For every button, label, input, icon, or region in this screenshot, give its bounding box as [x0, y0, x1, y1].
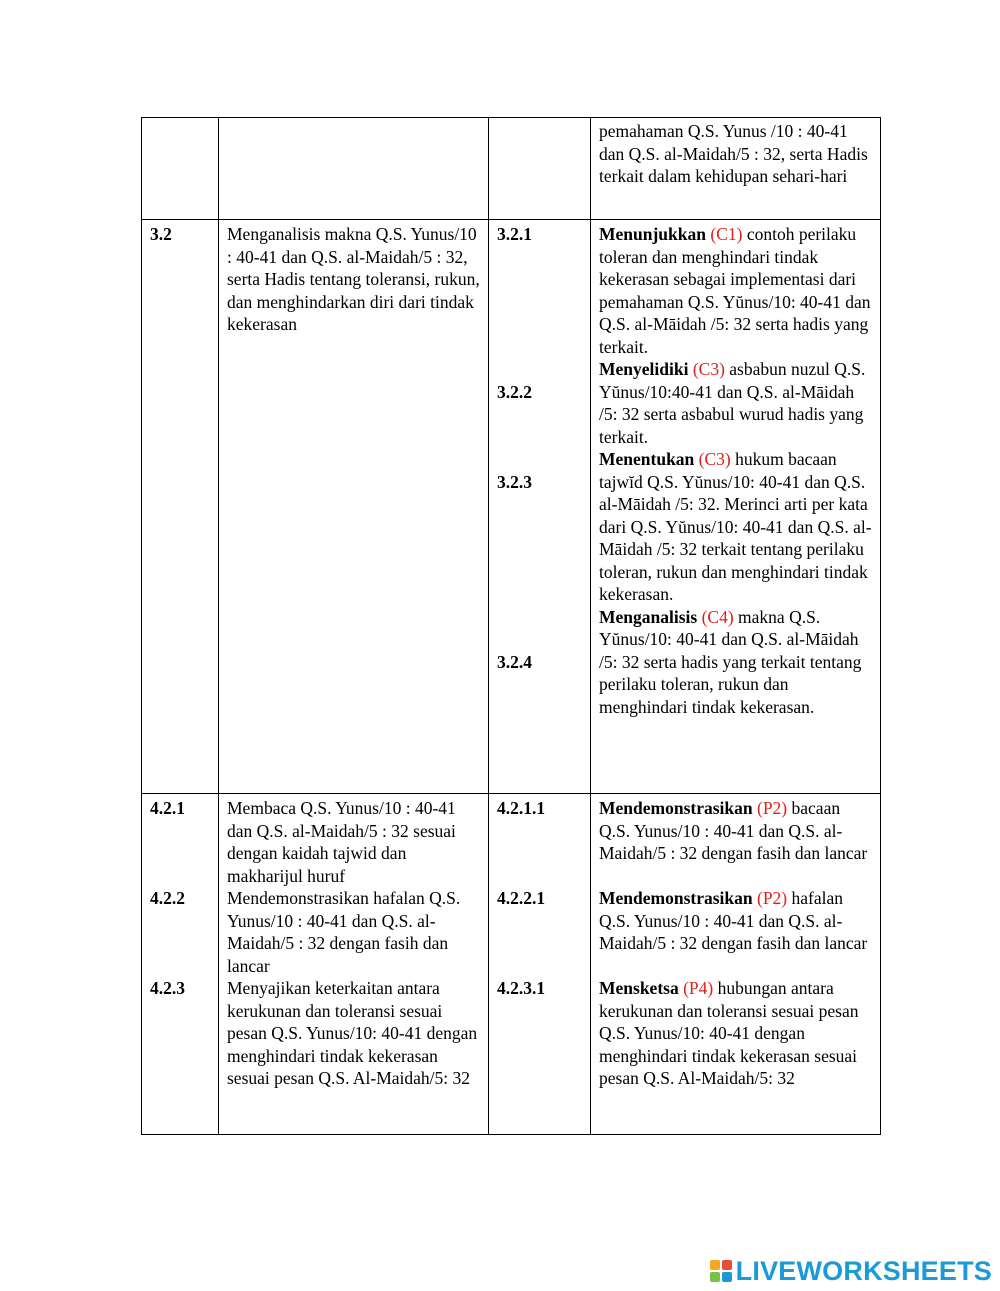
indicator-verb: Mendemonstrasikan: [599, 798, 753, 818]
indicator-text: pemahaman Q.S. Yunus /10 : 40-41 dan Q.S. al-Maidah/5 : 32, serta Hadis terkait dalam kehidupan sehari-hari: [599, 121, 868, 186]
indicator-text: asbabun nuzul Q.S. Yŭnus/10:40-41 dan Q.S. al-Māidah /5: 32 serta asbabul wurud hadis yang terkait.: [599, 359, 866, 447]
cognitive-level: (C3): [692, 359, 725, 379]
psychomotor-level: (P2): [757, 798, 788, 818]
kd-number-cell: [142, 118, 219, 220]
indicator-verb: Menyelidiki: [599, 359, 689, 379]
indicator-text: contoh perilaku toleran dan menghindari tindak kekerasan sebagai implementasi dari pemahaman Q.S. Yŭnus/10: 40-41 dan Q.S. al-Māidah /5: 32 serta hadis yang terkait.: [599, 224, 871, 357]
logo-square-red: [722, 1260, 732, 1270]
psychomotor-level: (P2): [757, 888, 788, 908]
indicator-text: bacaan Q.S. Yunus/10 : 40-41 dan Q.S. al-Maidah/5 : 32 dengan fasih dan lancar: [599, 798, 868, 863]
indicator-text: hukum bacaan tajwĭd Q.S. Yŭnus/10: 40-41 dan Q.S. al-Māidah /5: 32. Merinci arti per kata dari Q.S. Yŭnus/10: 40-41 dan Q.S. al-Māidah /5: 32 terkait tentang perilaku toleran, rukun dan menghindari tindak kekerasan.: [599, 449, 872, 604]
table-row: [142, 220, 881, 794]
indicator-item: [599, 887, 874, 977]
kd-text: Menganalisis makna Q.S. Yunus/10 : 40-41 dan Q.S. al-Maidah/5 : 32, serta Hadis tentang toleransi, rukun, dan menghindarkan diri dari tindak kekerasan: [227, 224, 480, 334]
logo-text: LIVEWORKSHEETS: [735, 1255, 992, 1286]
indicator-number: 4.2.2.1: [497, 888, 546, 908]
cognitive-level: (C4): [701, 606, 734, 627]
liveworksheets-logo: [710, 1254, 992, 1288]
kd-number: 4.2.3: [150, 978, 185, 998]
indicator-text: hafalan Q.S. Yunus/10 : 40-41 dan Q.S. al-Maidah/5 : 32 dengan fasih dan lancar: [599, 888, 868, 953]
indicator-text: hubungan antara kerukunan dan toleransi sesuai pesan Q.S. Yunus/10: 40-41 dengan menghindari tindak kekerasan sesuai pesan Q.S. Al-Maidah/5: 32: [599, 978, 859, 1088]
logo-square-green: [710, 1272, 720, 1282]
indicator-verb: Mensketsa: [599, 978, 679, 998]
indicator-item: [599, 223, 874, 358]
indicator-verb: Menganalisis: [599, 606, 698, 627]
indicator-text-cell: [591, 794, 881, 1135]
indicator-text-cell: [591, 118, 881, 220]
table-row: [142, 118, 881, 220]
indicator-item: [599, 448, 874, 606]
indicator-number-cell: [489, 220, 591, 794]
indicator-number-cell: [489, 118, 591, 220]
kd-number: 4.2.1: [150, 798, 185, 818]
kd-text-cell: [219, 118, 489, 220]
kd-text-cell: [219, 794, 489, 1135]
logo-square-blue: [722, 1272, 732, 1282]
indicator-verb: Menentukan: [599, 449, 695, 469]
indicator-item: [599, 358, 874, 448]
indicator-number: 3.2.4: [497, 651, 532, 672]
kd-number-cell: [142, 220, 219, 794]
indicator-verb: Menunjukkan: [599, 224, 706, 244]
kd-number: 4.2.2: [150, 888, 185, 908]
kd-text: Membaca Q.S. Yunus/10 : 40-41 dan Q.S. al-Maidah/5 : 32 sesuai dengan kaidah tajwid dan makharijul huruf: [227, 798, 456, 886]
indicator-number: 3.2.2: [497, 381, 532, 402]
logo-square-orange: [710, 1260, 720, 1270]
liveworksheets-logo-icon: [710, 1260, 732, 1282]
kd-text: Menyajikan keterkaitan antara kerukunan dan toleransi sesuai pesan Q.S. Yunus/10: 40-41 dengan menghindari tindak kekerasan sesuai pesan Q.S. Al-Maidah/5: 32: [227, 978, 478, 1088]
kd-text-cell: [219, 220, 489, 794]
indicator-item: [599, 977, 874, 1090]
competency-table: [141, 117, 881, 1135]
indicator-verb: Mendemonstrasikan: [599, 888, 753, 908]
psychomotor-level: (P4): [683, 978, 714, 998]
indicator-number: 3.2.1: [497, 224, 532, 244]
indicator-number: 4.2.3.1: [497, 978, 546, 998]
indicator-item: [599, 797, 874, 887]
indicator-number-cell: [489, 794, 591, 1135]
cognitive-level: (C1): [710, 224, 743, 244]
kd-text: Mendemonstrasikan hafalan Q.S. Yunus/10 : 40-41 dan Q.S. al-Maidah/5 : 32 dengan fasih dan lancar: [227, 888, 461, 976]
indicator-number: 4.2.1.1: [497, 798, 546, 818]
kd-number: 3.2: [150, 224, 172, 244]
indicator-number: 3.2.3: [497, 471, 532, 492]
indicator-text: makna Q.S. Yŭnus/10: 40-41 dan Q.S. al-Māidah /5: 32 serta hadis yang terkait tentang perilaku toleran, rukun dan menghindari tindak kekerasan.: [599, 606, 862, 717]
kd-number-cell: [142, 794, 219, 1135]
cognitive-level: (C3): [698, 449, 731, 469]
table-row: [142, 794, 881, 1135]
indicator-text-cell: [591, 220, 881, 794]
indicator-item: [599, 606, 874, 719]
